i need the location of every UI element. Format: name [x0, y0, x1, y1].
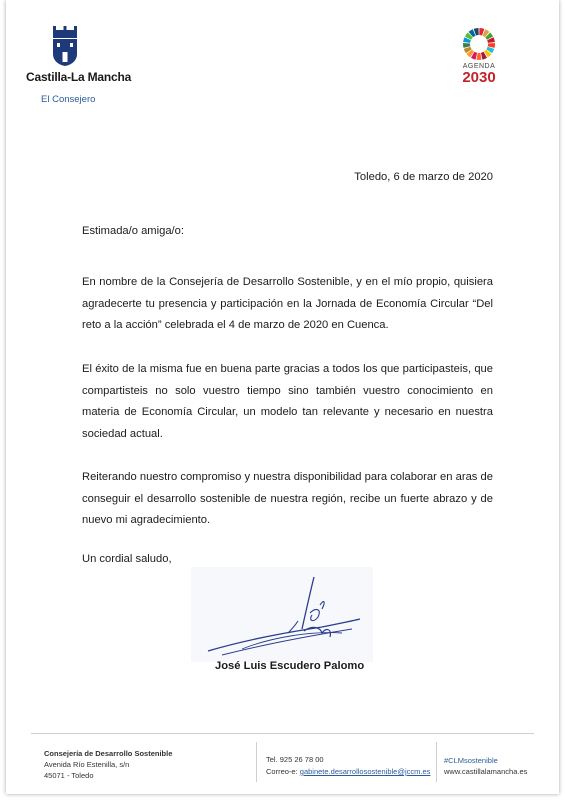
letter-page	[6, 0, 559, 794]
footer-email-label: Correo-e:	[266, 767, 298, 776]
footer-web-block	[444, 755, 527, 777]
footer-email-link[interactable]: gabinete.desarrollosostenible@jccm.es	[299, 767, 431, 776]
org-name: Castilla-La Mancha	[26, 70, 132, 84]
footer-separator	[436, 742, 437, 782]
office-label: El Consejero	[41, 94, 96, 105]
footer-city: 45071 - Toledo	[44, 771, 94, 780]
paragraph: El éxito de la misma fue en buena parte gracias a todos los que participasteis, que compartisteis no solo vuestro tiempo sino también vuestro conocimiento en materia de Economía Circular, un modelo tan relevante y necesario en nuestra sociedad actual.	[82, 363, 493, 440]
agenda-label: AGENDA	[462, 63, 496, 70]
paragraph: En nombre de la Consejería de Desarrollo Sostenible, y en el mío propio, quisiera agradecerte tu presencia y participación en la Jornada de Economía Circular “Del reto a la acción” celebrada el 4 de marzo de 2020 en Cuenca.	[82, 276, 493, 331]
footer-website[interactable]: www.castillalamancha.es	[444, 767, 528, 776]
agenda-2030-logo	[449, 27, 509, 85]
footer-dept: Consejería de Desarrollo Sostenible	[44, 749, 173, 758]
castle-shield-icon	[52, 26, 78, 66]
greeting: Estimada/o amiga/o:	[82, 225, 184, 237]
footer-separator	[256, 742, 257, 782]
footer-divider	[31, 733, 534, 734]
castilla-la-mancha-logo	[26, 26, 132, 84]
signer-name: José Luis Escudero Palomo	[215, 660, 365, 672]
paragraph: Reiterando nuestro compromiso y nuestra disponibilidad para colaborar en aras de conseguir el desarrollo sostenible de nuestra región, recibe un fuerte abrazo y de nuevo mi agradecimiento.	[82, 471, 493, 526]
footer-hashtag[interactable]: #CLMsostenible	[444, 756, 498, 765]
sdg-segment	[477, 53, 482, 60]
closing: Un cordial saludo,	[82, 553, 172, 565]
handwritten-signature	[202, 571, 372, 659]
footer-phone: Tel. 925 26 78 00	[266, 755, 324, 764]
agenda-year: 2030	[462, 69, 496, 86]
letter-date: Toledo, 6 de marzo de 2020	[354, 171, 493, 183]
footer-address: Avenida Río Estenilla, s/n	[44, 760, 130, 769]
sdg-wheel-icon	[462, 27, 496, 61]
footer-address-block	[44, 748, 172, 781]
footer-contact-block	[266, 754, 430, 778]
